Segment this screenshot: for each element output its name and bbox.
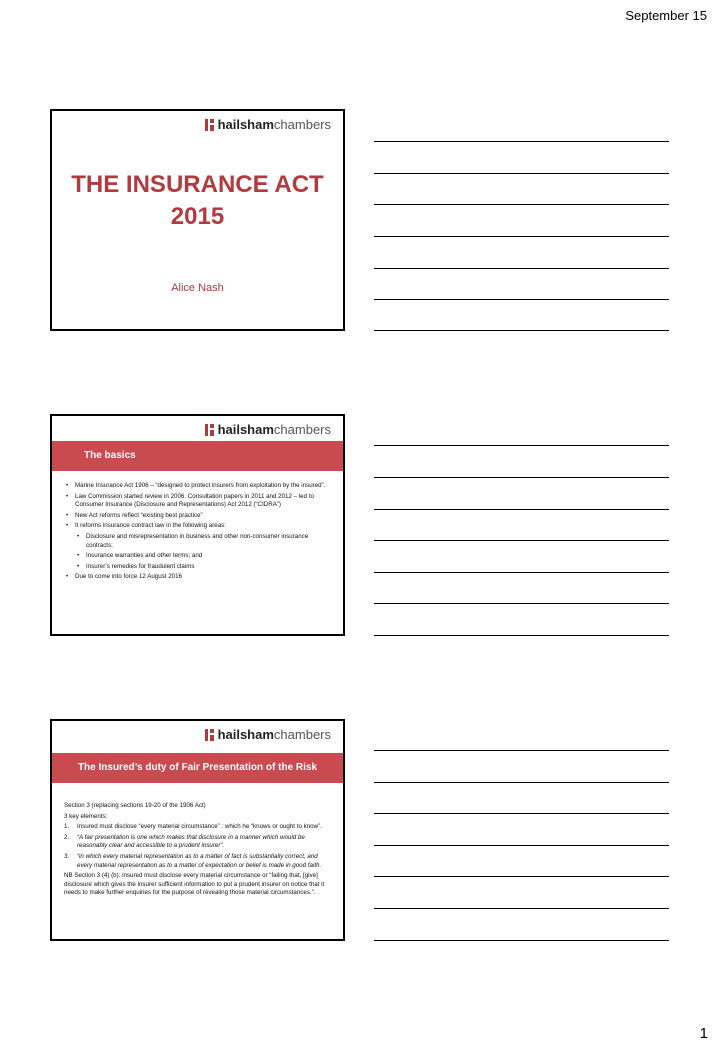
slide-2-body xyxy=(64,482,331,584)
notes-line xyxy=(374,750,669,751)
notes-line xyxy=(374,940,669,941)
notes-line xyxy=(374,782,669,783)
hailsham-logo xyxy=(205,117,331,133)
notes-line xyxy=(374,572,669,573)
header-date: September 15 xyxy=(625,8,707,23)
item-text: “A fair presentation is one which makes that disclosure in a manner which would be reasonably clear and accessible to a prudent insurer”. xyxy=(77,833,305,850)
item-number: 3. xyxy=(64,852,70,860)
notes-line xyxy=(374,603,669,604)
logo-text-strong: hailsham xyxy=(217,422,274,437)
slide-3-heading: The Insured’s duty of Fair Presentation of the Risk xyxy=(52,753,343,783)
logo-text-light: chambers xyxy=(273,727,331,742)
notes-line xyxy=(374,299,669,300)
item-number: 1. xyxy=(64,823,70,831)
notes-line xyxy=(374,141,669,142)
numbered-item xyxy=(64,853,331,870)
logo-text-light: chambers xyxy=(273,117,331,132)
notes-line xyxy=(374,845,669,846)
logo-text-light: chambers xyxy=(273,422,331,437)
bullet-item: • It reforms insurance contract law in the following areas: xyxy=(64,522,331,531)
notes-line xyxy=(374,509,669,510)
notes-line xyxy=(374,635,669,636)
notes-line xyxy=(374,477,669,478)
item-number: 2. xyxy=(64,833,70,841)
sub-bullet-item: • Disclosure and misrepresentation in business and other non-consumer insurance contracts; xyxy=(64,533,331,550)
notes-line xyxy=(374,540,669,541)
slide-3-intro-elements: 3 key elements: xyxy=(64,812,108,820)
item-text: “in which every material representation as to a matter of fact is substantially correct, and every material representation as to a matter of expectation or belief is made in good faith. xyxy=(77,852,322,869)
bullet-item: • Law Commission started review in 2006. Consultation papers in 2011 and 2012 – led to Consumer Insurance (Disclosure and Representations) Act 2012 (“CIDRA”) xyxy=(64,493,331,510)
notes-line xyxy=(374,813,669,814)
slide-2-heading: The basics xyxy=(52,441,343,471)
item-text: Insured must disclose “every material circumstance” : which he “knows or ought to know”. xyxy=(77,823,322,831)
bullet-item: • Due to come into force 12 August 2016 xyxy=(64,573,331,582)
slide-3-note: NB Section 3 (4) (b): insured must disclose every material circumstance or “failing that, [give] disclosure which gives the insurer sufficient information to put a prudent insurer on notice that it needs to make further enquiries for the purpose of revealing those material circumstances.”. xyxy=(64,872,325,897)
notes-line xyxy=(374,236,669,237)
hailsham-logo-icon xyxy=(205,119,214,131)
notes-line xyxy=(374,173,669,174)
slide-2 xyxy=(50,414,345,636)
slide-1-author: Alice Nash xyxy=(171,282,224,294)
slide-3-body xyxy=(64,802,331,900)
slide-1-title-line2: 2015 xyxy=(170,203,225,230)
notes-line xyxy=(374,330,669,331)
slide-3-intro-section: Section 3 (replacing sections 19-20 of the 1906 Act) xyxy=(64,802,206,809)
slide-3 xyxy=(50,719,345,941)
notes-line xyxy=(374,204,669,205)
slide-1-title-line1: THE INSURANCE ACT xyxy=(71,171,324,198)
numbered-item xyxy=(64,834,331,851)
hailsham-logo xyxy=(205,727,331,743)
logo-text-strong: hailsham xyxy=(217,117,274,132)
slide-1 xyxy=(50,109,345,331)
sub-bullet-item: • Insurance warranties and other terms; and xyxy=(64,552,331,561)
page-number: 1 xyxy=(699,1025,708,1042)
sub-bullet-item: • Insurer’s remedies for fraudulent claims xyxy=(64,563,331,572)
hailsham-logo-icon xyxy=(205,729,214,741)
slide-1-title xyxy=(52,169,343,233)
notes-line xyxy=(374,876,669,877)
notes-line xyxy=(374,908,669,909)
bullet-item: • Marine Insurance Act 1906 – “designed to protect insurers from exploitation by the insured”. xyxy=(64,482,331,491)
notes-line xyxy=(374,268,669,269)
hailsham-logo xyxy=(205,422,331,438)
hailsham-logo-icon xyxy=(205,424,214,436)
notes-line xyxy=(374,445,669,446)
numbered-item xyxy=(64,823,331,832)
logo-text-strong: hailsham xyxy=(217,727,274,742)
bullet-item: • New Act reforms reflect “existing best practice” xyxy=(64,512,331,521)
